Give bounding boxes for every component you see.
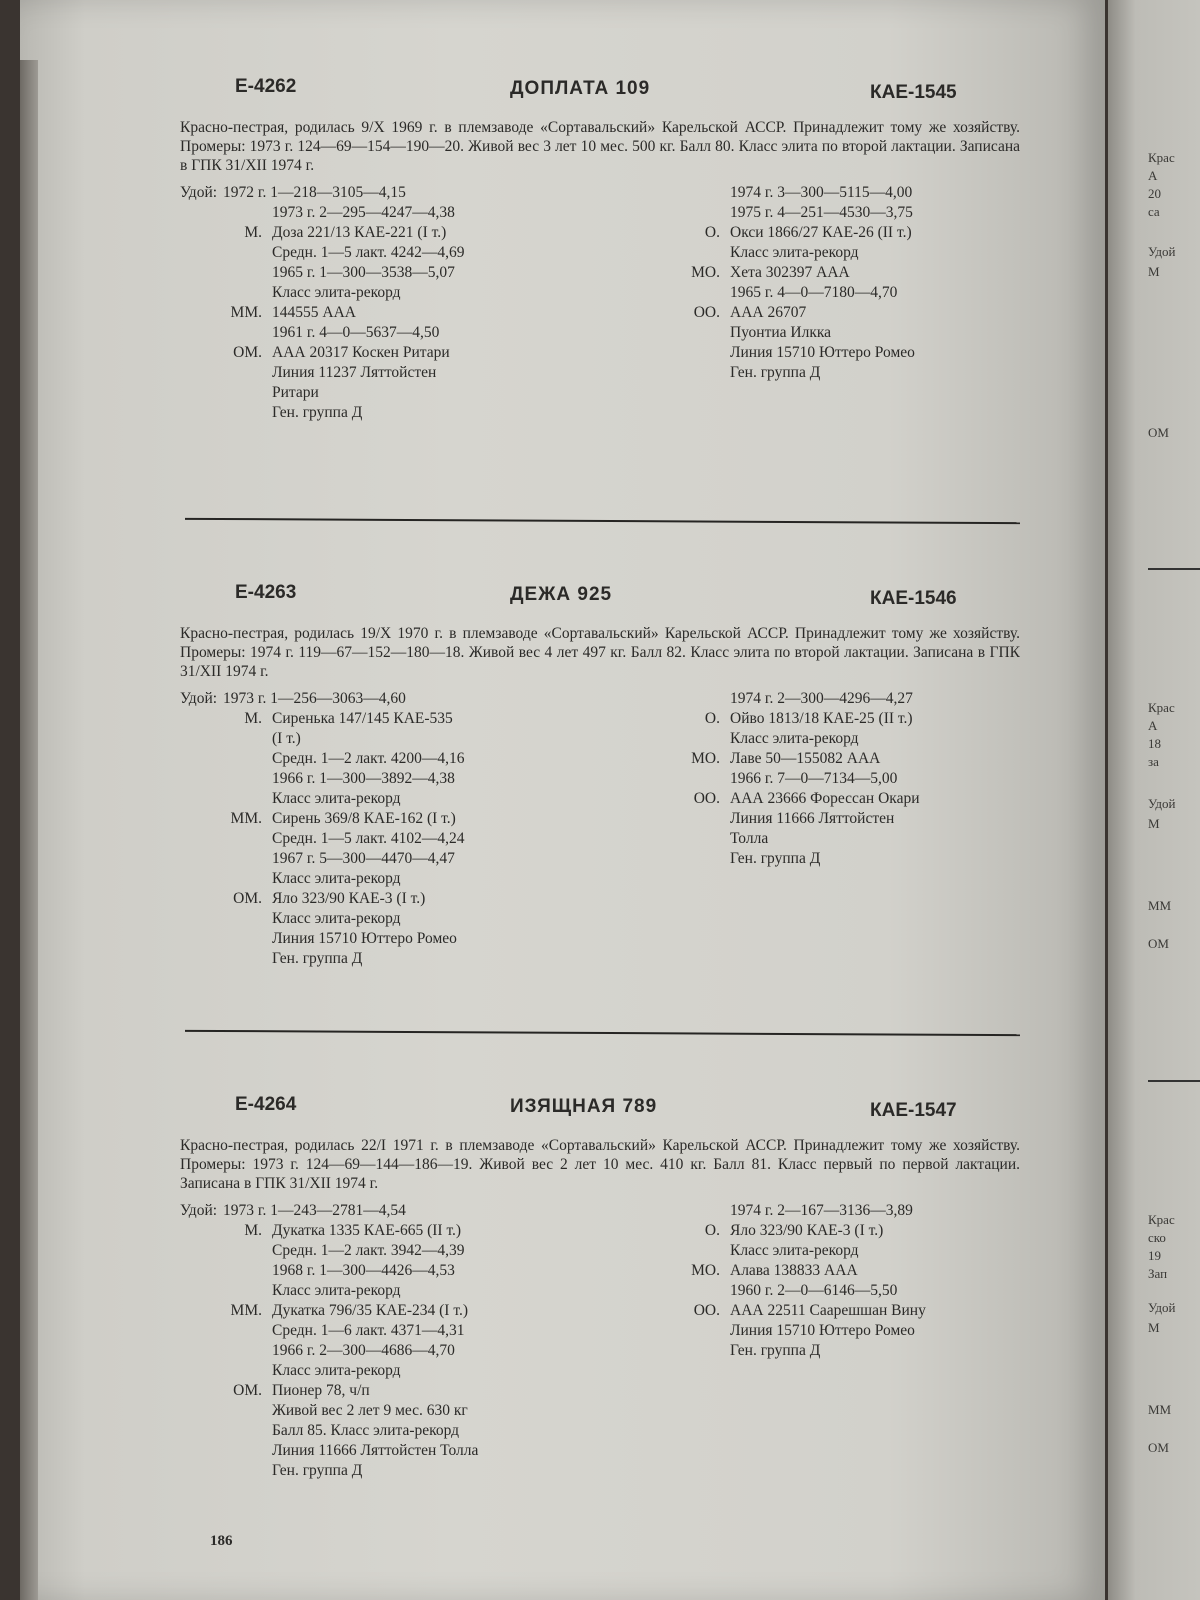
pedigree-label: М. bbox=[244, 224, 262, 241]
pedigree-line bbox=[180, 203, 610, 223]
pedigree-line bbox=[180, 383, 610, 403]
pedigree-label: Удой: bbox=[180, 1202, 218, 1219]
next-page-text: ско bbox=[1148, 1230, 1166, 1245]
pedigree-text: Толла bbox=[730, 830, 769, 847]
pedigree-label bbox=[180, 1241, 272, 1261]
entry-kae: КАЕ-1547 bbox=[870, 1100, 957, 1121]
next-page-rule bbox=[1148, 568, 1200, 570]
pedigree-label bbox=[660, 243, 730, 263]
pedigree-label bbox=[180, 769, 272, 789]
pedigree-line bbox=[180, 889, 610, 909]
pedigree-text: 1966 г. 2—300—4686—4,70 bbox=[272, 1342, 455, 1359]
pedigree-label bbox=[180, 909, 272, 929]
pedigree-label: О. bbox=[704, 1222, 720, 1239]
pedigree-line bbox=[180, 363, 610, 383]
pedigree-line bbox=[660, 303, 1040, 323]
pedigree-label bbox=[180, 263, 272, 283]
pedigree-left bbox=[180, 183, 610, 423]
pedigree-line bbox=[660, 849, 1040, 869]
pedigree-text: 1975 г. 4—251—4530—3,75 bbox=[730, 204, 913, 221]
pedigree-text: Класс элита-рекорд bbox=[730, 244, 859, 261]
pedigree-label: ММ. bbox=[230, 304, 262, 321]
next-page-text: са bbox=[1148, 204, 1160, 219]
pedigree-line bbox=[660, 769, 1040, 789]
page-number: 186 bbox=[210, 1533, 233, 1549]
pedigree-text: Класс элита-рекорд bbox=[272, 790, 401, 807]
entry-kae: КАЕ-1546 bbox=[870, 588, 957, 609]
pedigree-label bbox=[660, 729, 730, 749]
entry-kae: КАЕ-1545 bbox=[870, 82, 957, 103]
pedigree-text: 1965 г. 4—0—7180—4,70 bbox=[730, 284, 898, 301]
pedigree-line bbox=[180, 1201, 610, 1221]
pedigree-text: Пуонтиа Илкка bbox=[730, 324, 832, 341]
pedigree-text: Сиренька 147/145 КАЕ-535 bbox=[272, 710, 453, 727]
pedigree-text: Класс элита-рекорд bbox=[730, 730, 859, 747]
pedigree-line bbox=[180, 263, 610, 283]
pedigree-right bbox=[660, 1201, 1040, 1361]
pedigree-line bbox=[660, 709, 1040, 729]
pedigree-label bbox=[660, 183, 730, 203]
pedigree-text: Класс элита-рекорд bbox=[272, 284, 401, 301]
pedigree-label bbox=[660, 203, 730, 223]
pedigree-left bbox=[180, 1201, 610, 1481]
next-page-text: ММ bbox=[1148, 1402, 1172, 1417]
pedigree-line bbox=[660, 263, 1040, 283]
next-page-text: за bbox=[1148, 754, 1159, 769]
pedigree-label bbox=[660, 323, 730, 343]
entry-description: Красно-пестрая, родилась 9/X 1969 г. в племзаводе «Сортавальский» Карельской АССР. Принадлежит тому же хозяйству. Промеры: 1973 г. 124—69—154—190—20. Живой вес 3 лет 10 мес. 500 кг. Балл 80. Класс элита по второй лактации. Записана в ГПК 31/XII 1974 г. bbox=[180, 119, 1020, 174]
pedigree-line bbox=[180, 323, 610, 343]
pedigree-line bbox=[660, 1281, 1040, 1301]
next-page-text: 19 bbox=[1148, 1248, 1161, 1263]
pedigree-label bbox=[180, 869, 272, 889]
pedigree-label bbox=[660, 689, 730, 709]
pedigree-text: Ген. группа Д bbox=[730, 1342, 821, 1359]
next-page-text: М bbox=[1148, 264, 1160, 279]
pedigree-text: ААА 23666 Форессан Окари bbox=[730, 790, 920, 807]
pedigree-text: 1973 г. 1—243—2781—4,54 bbox=[223, 1202, 406, 1219]
pedigree-line bbox=[180, 789, 610, 809]
next-page-text: Удой bbox=[1148, 796, 1176, 811]
pedigree-text: Линия 15710 Юттеро Ромео bbox=[730, 344, 915, 361]
pedigree-text: ААА 20317 Коскен Ритари bbox=[272, 344, 450, 361]
pedigree-line bbox=[660, 1341, 1040, 1361]
pedigree-line bbox=[660, 789, 1040, 809]
pedigree-label: Удой: bbox=[180, 184, 218, 201]
pedigree-text: Доза 221/13 КАЕ-221 (I т.) bbox=[272, 224, 447, 241]
pedigree-label bbox=[180, 1341, 272, 1361]
entry-name: ДОПЛАТА 109 bbox=[510, 78, 651, 99]
pedigree-text: Средн. 1—2 лакт. 4200—4,16 bbox=[272, 750, 465, 767]
pedigree-text: Живой вес 2 лет 9 мес. 630 кг bbox=[272, 1402, 468, 1419]
pedigree-line bbox=[180, 1461, 610, 1481]
pedigree-left bbox=[180, 689, 610, 969]
pedigree-label bbox=[180, 1361, 272, 1381]
pedigree-text: Линия 15710 Юттеро Ромео bbox=[730, 1322, 915, 1339]
pedigree-label bbox=[180, 789, 272, 809]
pedigree-label: М. bbox=[244, 1222, 262, 1239]
entry-description: Красно-пестрая, родилась 19/X 1970 г. в племзаводе «Сортавальский» Карельской АССР. Принадлежит тому же хозяйству. Промеры: 1974 г. 119—67—152—180—18. Живой вес 4 лет 497 кг. Балл 82. Класс элита по второй лактации. Записана в ГПК 31/XII 1974 г. bbox=[180, 625, 1020, 680]
pedigree-line bbox=[660, 203, 1040, 223]
pedigree-label: МО. bbox=[691, 1262, 720, 1279]
pedigree-text: 1960 г. 2—0—6146—5,50 bbox=[730, 1282, 898, 1299]
pedigree-label bbox=[180, 203, 272, 223]
pedigree-label: МО. bbox=[691, 750, 720, 767]
entry-code: Е-4262 bbox=[235, 76, 297, 97]
pedigree-line bbox=[180, 183, 610, 203]
pedigree-line bbox=[180, 223, 610, 243]
pedigree-text: Ген. группа Д bbox=[272, 1462, 363, 1479]
next-page-text: Крас bbox=[1148, 150, 1175, 165]
pedigree-text: 1968 г. 1—300—4426—4,53 bbox=[272, 1262, 455, 1279]
pedigree-label bbox=[180, 283, 272, 303]
entry-name: ДЕЖА 925 bbox=[510, 584, 613, 605]
pedigree-line bbox=[180, 1401, 610, 1421]
pedigree-line bbox=[180, 1321, 610, 1341]
pedigree-label: ОО. bbox=[693, 790, 720, 807]
pedigree-label bbox=[180, 383, 272, 403]
pedigree-line bbox=[180, 1421, 610, 1441]
pedigree-label bbox=[180, 829, 272, 849]
pedigree-line bbox=[180, 1341, 610, 1361]
pedigree-line bbox=[660, 363, 1040, 383]
pedigree-label: ОО. bbox=[693, 304, 720, 321]
pedigree-line bbox=[660, 223, 1040, 243]
pedigree-line bbox=[180, 869, 610, 889]
entry-header bbox=[180, 76, 1040, 106]
pedigree-line bbox=[660, 809, 1040, 829]
pedigree-label bbox=[660, 1241, 730, 1261]
next-page-text: ММ bbox=[1148, 898, 1172, 913]
pedigree-text: Хета 302397 ААА bbox=[730, 264, 850, 281]
pedigree-line bbox=[180, 1361, 610, 1381]
entry-name: ИЗЯЩНАЯ 789 bbox=[510, 1096, 658, 1117]
pedigree-label bbox=[180, 1281, 272, 1301]
pedigree-label bbox=[660, 769, 730, 789]
pedigree-text: Средн. 1—2 лакт. 3942—4,39 bbox=[272, 1242, 465, 1259]
next-page-text: М bbox=[1148, 816, 1160, 831]
pedigree-line bbox=[180, 403, 610, 423]
pedigree-line bbox=[660, 1221, 1040, 1241]
next-page-text: ОМ bbox=[1148, 936, 1169, 951]
pedigree-line bbox=[660, 1261, 1040, 1281]
entry-header bbox=[180, 582, 1040, 612]
pedigree-label bbox=[180, 403, 272, 423]
pedigree-line bbox=[180, 1441, 610, 1461]
pedigree-text: Окси 1866/27 КАЕ-26 (II т.) bbox=[730, 224, 912, 241]
pedigree-text: Ген. группа Д bbox=[730, 364, 821, 381]
pedigree-text: Линия 15710 Юттеро Ромео bbox=[272, 930, 457, 947]
pedigree-line bbox=[180, 809, 610, 829]
pedigree-text: Балл 85. Класс элита-рекорд bbox=[272, 1422, 460, 1439]
pedigree-text: 1974 г. 2—300—4296—4,27 bbox=[730, 690, 913, 707]
pedigree-right bbox=[660, 183, 1040, 383]
next-page-text: 20 bbox=[1148, 186, 1161, 201]
pedigree-label: ММ. bbox=[230, 810, 262, 827]
pedigree-text: Яло 323/90 КАЕ-3 (I т.) bbox=[730, 1222, 884, 1239]
pedigree-text: Яло 323/90 КАЕ-3 (I т.) bbox=[272, 890, 426, 907]
pedigree-line bbox=[180, 1381, 610, 1401]
pedigree-text: Средн. 1—5 лакт. 4102—4,24 bbox=[272, 830, 465, 847]
pedigree-text: Линия 11666 Ляттойстен bbox=[730, 810, 895, 827]
next-page-text: Крас bbox=[1148, 1212, 1175, 1227]
pedigree-line bbox=[180, 689, 610, 709]
pedigree-label: ОМ. bbox=[233, 344, 262, 361]
pedigree-text: ААА 22511 Саарешшан Вину bbox=[730, 1302, 926, 1319]
pedigree-text: Средн. 1—5 лакт. 4242—4,69 bbox=[272, 244, 465, 261]
pedigree-label bbox=[660, 343, 730, 363]
pedigree-label: Удой: bbox=[180, 690, 218, 707]
pedigree-label bbox=[180, 243, 272, 263]
pedigree-line bbox=[660, 1301, 1040, 1321]
pedigree-text: (I т.) bbox=[272, 730, 301, 747]
pedigree-text: Дукатка 796/35 КАЕ-234 (I т.) bbox=[272, 1302, 468, 1319]
pedigree-text: Ген. группа Д bbox=[272, 404, 363, 421]
pedigree-line bbox=[660, 343, 1040, 363]
pedigree-label bbox=[180, 363, 272, 383]
pedigree-line bbox=[180, 1261, 610, 1281]
pedigree-label bbox=[660, 363, 730, 383]
pedigree-text: Класс элита-рекорд bbox=[272, 1362, 401, 1379]
pedigree-text: Пионер 78, ч/п bbox=[272, 1382, 370, 1399]
pedigree-label: О. bbox=[704, 224, 720, 241]
pedigree-right bbox=[660, 689, 1040, 869]
pedigree-label bbox=[180, 1261, 272, 1281]
pedigree-label bbox=[660, 1281, 730, 1301]
pedigree-text: Класс элита-рекорд bbox=[272, 910, 401, 927]
pedigree-label bbox=[180, 1321, 272, 1341]
pedigree-label bbox=[660, 829, 730, 849]
entry-card bbox=[180, 582, 1040, 967]
pedigree-label bbox=[180, 1421, 272, 1441]
pedigree-line bbox=[660, 243, 1040, 263]
pedigree-label bbox=[180, 1401, 272, 1421]
pedigree-label bbox=[180, 749, 272, 769]
pedigree-label bbox=[180, 929, 272, 949]
pedigree-line bbox=[660, 183, 1040, 203]
pedigree-text: 1961 г. 4—0—5637—4,50 bbox=[272, 324, 440, 341]
next-page-text: Удой bbox=[1148, 1300, 1176, 1315]
page-edge bbox=[20, 60, 38, 1600]
pedigree-line bbox=[180, 769, 610, 789]
pedigree-line bbox=[180, 709, 610, 729]
pedigree-text: 1974 г. 3—300—5115—4,00 bbox=[730, 184, 913, 201]
pedigree-label: ММ. bbox=[230, 1302, 262, 1319]
pedigree-line bbox=[180, 729, 610, 749]
pedigree-text: Класс элита-рекорд bbox=[272, 1282, 401, 1299]
pedigree-label bbox=[180, 949, 272, 969]
pedigree-text: 1966 г. 7—0—7134—5,00 bbox=[730, 770, 898, 787]
pedigree-line bbox=[180, 1281, 610, 1301]
pedigree-text: Ойво 1813/18 КАЕ-25 (II т.) bbox=[730, 710, 913, 727]
pedigree-text: Дукатка 1335 КАЕ-665 (II т.) bbox=[272, 1222, 462, 1239]
pedigree-text: 1972 г. 1—218—3105—4,15 bbox=[223, 184, 406, 201]
next-page-text: А bbox=[1148, 718, 1158, 733]
pedigree-text: 1973 г. 2—295—4247—4,38 bbox=[272, 204, 455, 221]
pedigree-label bbox=[660, 1341, 730, 1361]
pedigree-line bbox=[660, 689, 1040, 709]
pedigree-line bbox=[180, 283, 610, 303]
pedigree-label: ОМ. bbox=[233, 1382, 262, 1399]
pedigree-line bbox=[180, 849, 610, 869]
pedigree-text: Средн. 1—6 лакт. 4371—4,31 bbox=[272, 1322, 465, 1339]
pedigree-label: ОО. bbox=[693, 1302, 720, 1319]
pedigree-text: Ген. группа Д bbox=[730, 850, 821, 867]
pedigree-line bbox=[180, 1221, 610, 1241]
pedigree-line bbox=[660, 829, 1040, 849]
next-page-text: Крас bbox=[1148, 700, 1175, 715]
pedigree-line bbox=[660, 323, 1040, 343]
pedigree-line bbox=[180, 909, 610, 929]
next-page-text: Зап bbox=[1148, 1266, 1168, 1281]
pedigree-text: Ритари bbox=[272, 384, 319, 401]
pedigree-label bbox=[660, 1321, 730, 1341]
pedigree-text: 1965 г. 1—300—3538—5,07 bbox=[272, 264, 455, 281]
pedigree-line bbox=[180, 243, 610, 263]
pedigree-label: М. bbox=[244, 710, 262, 727]
pedigree-line bbox=[180, 929, 610, 949]
pedigree-label bbox=[660, 809, 730, 829]
entry-description: Красно-пестрая, родилась 22/I 1971 г. в племзаводе «Сортавальский» Карельской АССР. Принадлежит тому же хозяйству. Промеры: 1973 г. 124—69—144—186—19. Живой вес 2 лет 10 мес. 410 кг. Балл 81. Класс первый по первой лактации. Записана в ГПК 31/XII 1974 г. bbox=[180, 1137, 1020, 1192]
entry-code: Е-4264 bbox=[235, 1094, 297, 1115]
next-page-text: ОМ bbox=[1148, 1440, 1169, 1455]
pedigree-label bbox=[660, 283, 730, 303]
next-page-text: Удой bbox=[1148, 244, 1176, 259]
pedigree-text: 144555 ААА bbox=[272, 304, 356, 321]
pedigree-text: Алава 138833 ААА bbox=[730, 1262, 858, 1279]
pedigree-text: 1973 г. 1—256—3063—4,60 bbox=[223, 690, 406, 707]
pedigree-line bbox=[660, 1321, 1040, 1341]
next-page-text: М bbox=[1148, 1320, 1160, 1335]
pedigree-label bbox=[180, 849, 272, 869]
pedigree-text: ААА 26707 bbox=[730, 304, 807, 321]
entry-code: Е-4263 bbox=[235, 582, 297, 603]
pedigree-line bbox=[180, 949, 610, 969]
next-page-rule bbox=[1148, 1080, 1200, 1082]
pedigree-text: 1967 г. 5—300—4470—4,47 bbox=[272, 850, 455, 867]
pedigree-line bbox=[180, 303, 610, 323]
pedigree-label bbox=[660, 1201, 730, 1221]
pedigree-line bbox=[660, 1241, 1040, 1261]
next-page-text: А bbox=[1148, 168, 1158, 183]
pedigree-line bbox=[180, 1301, 610, 1321]
pedigree-label bbox=[180, 729, 272, 749]
pedigree-label: О. bbox=[704, 710, 720, 727]
next-page-text: ОМ bbox=[1148, 425, 1169, 440]
pedigree-line bbox=[180, 343, 610, 363]
pedigree-text: Класс элита-рекорд bbox=[272, 870, 401, 887]
next-page-fragment bbox=[1108, 0, 1200, 1600]
pedigree-line bbox=[660, 283, 1040, 303]
pedigree-text: Линия 11666 Ляттойстен Толла bbox=[272, 1442, 479, 1459]
pedigree-line bbox=[660, 1201, 1040, 1221]
pedigree-label: МО. bbox=[691, 264, 720, 281]
pedigree-line bbox=[660, 749, 1040, 769]
pedigree-line bbox=[180, 749, 610, 769]
pedigree-text: 1974 г. 2—167—3136—3,89 bbox=[730, 1202, 913, 1219]
next-page-text: 18 bbox=[1148, 736, 1161, 751]
pedigree-label bbox=[660, 849, 730, 869]
pedigree-line bbox=[180, 829, 610, 849]
pedigree-text: Лаве 50—155082 ААА bbox=[730, 750, 881, 767]
pedigree-label bbox=[180, 323, 272, 343]
entry-card bbox=[180, 76, 1040, 421]
pedigree-text: Сирень 369/8 КАЕ-162 (I т.) bbox=[272, 810, 456, 827]
pedigree-text: Линия 11237 Ляттойстен bbox=[272, 364, 437, 381]
pedigree-line bbox=[180, 1241, 610, 1261]
pedigree-text: Ген. группа Д bbox=[272, 950, 363, 967]
entry-card bbox=[180, 1094, 1040, 1479]
pedigree-text: 1966 г. 1—300—3892—4,38 bbox=[272, 770, 455, 787]
pedigree-text: Класс элита-рекорд bbox=[730, 1242, 859, 1259]
pedigree-line bbox=[660, 729, 1040, 749]
pedigree-label bbox=[180, 1441, 272, 1461]
entry-header bbox=[180, 1094, 1040, 1124]
pedigree-label bbox=[180, 1461, 272, 1481]
pedigree-label: ОМ. bbox=[233, 890, 262, 907]
